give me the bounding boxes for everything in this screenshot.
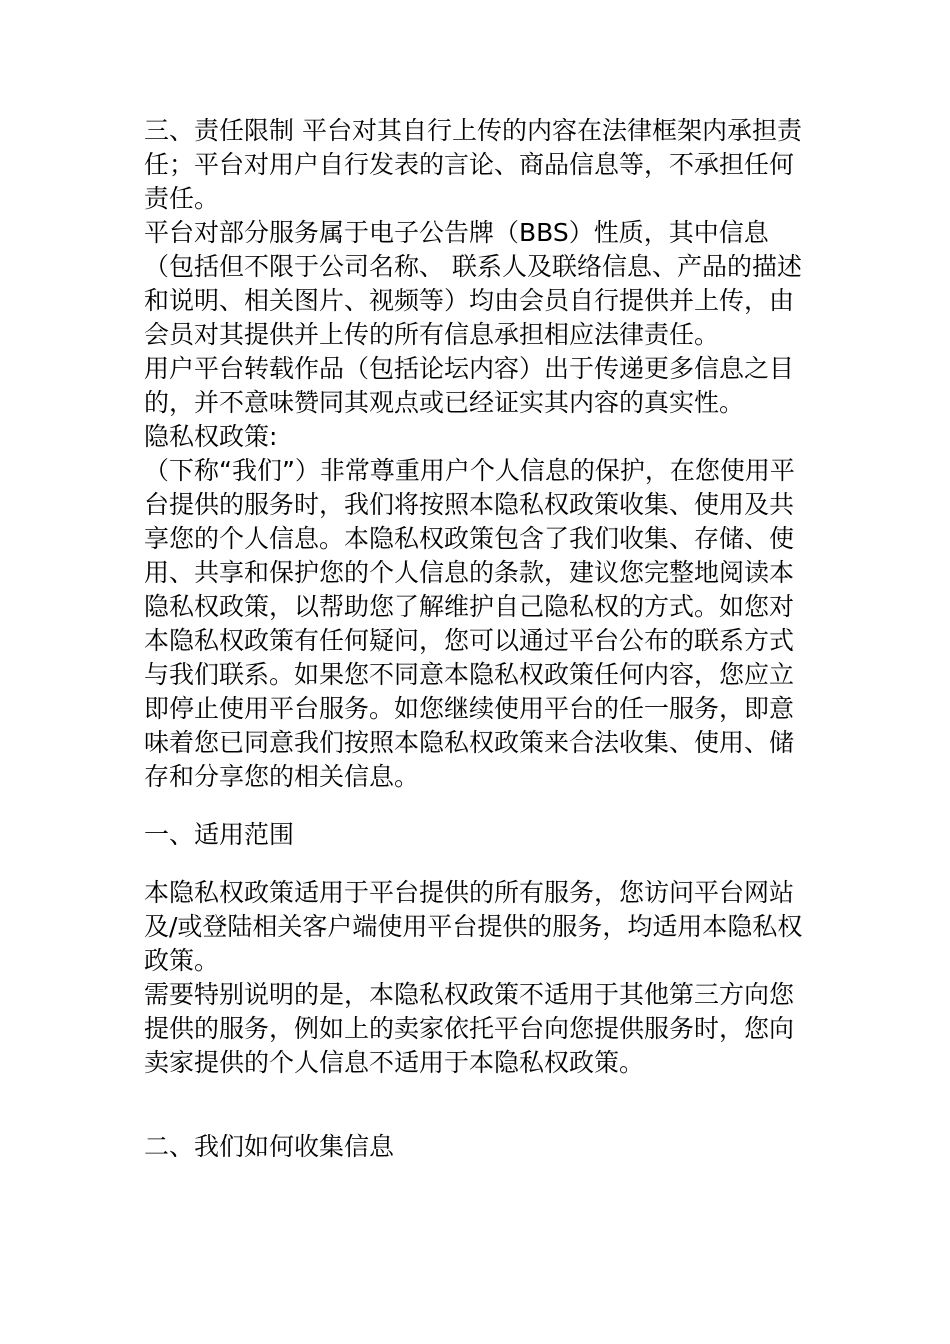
paragraph-liability-limit: 三、责任限制 平台对其自行上传的内容在法律框架内承担责任；平台对用户自行发表的言论、商品信息等，不承担任何责任。 bbox=[144, 116, 802, 213]
section-heading-collection: 二、我们如何收集信息 bbox=[144, 1132, 395, 1161]
paragraph-scope-exception: 需要特别说明的是，本隐私权政策不适用于其他第三方向您提供的服务，例如上的卖家依托平台向您提供服务时，您向卖家提供的个人信息不适用于本隐私权政策。 bbox=[144, 980, 795, 1077]
paragraph-reprint-notice: 用户平台转载作品（包括论坛内容）出于传递更多信息之目的，并不意味赞同其观点或已经证实其内容的真实性。 bbox=[144, 354, 795, 417]
paragraph-privacy-intro: （下称“我们”）非常尊重用户个人信息的保护，在您使用平台提供的服务时，我们将按照本隐私权政策收集、使用及共享您的个人信息。本隐私权政策包含了我们收集、存储、使用、共享和保护您的个人信息的条款，建议您完整地阅读本隐私权政策，以帮助您了解维护自己隐私权的方式。如您对本隐私权政策有任何疑问，您可以通过平台公布的联系方式与我们联系。如果您不同意本隐私权政策任何内容，您应立即停止使用平台服务。如您继续使用平台的任一服务，即意味着您已同意我们按照本隐私权政策来合法收集、使用、储存和分享您的相关信息。 bbox=[144, 456, 795, 791]
document-page bbox=[144, 114, 804, 1164]
spacer bbox=[144, 794, 804, 818]
privacy-policy-heading: 隐私权政策: bbox=[144, 422, 278, 451]
spacer bbox=[144, 1080, 804, 1130]
paragraph-bbs-nature: 平台对部分服务属于电子公告牌（BBS）性质，其中信息（包括但不限于公司名称、 联系人及联络信息、产品的描述和说明、相关图片、视频等）均由会员自行提供并上传，由会员对其提供并上传的所有信息承担相应法律责任。 bbox=[144, 218, 802, 349]
section-heading-scope: 一、适用范围 bbox=[144, 820, 295, 849]
paragraph-scope: 本隐私权政策适用于平台提供的所有服务，您访问平台网站及/或登陆相关客户端使用平台提供的服务，均适用本隐私权政策。 bbox=[144, 878, 803, 975]
spacer bbox=[144, 852, 804, 876]
